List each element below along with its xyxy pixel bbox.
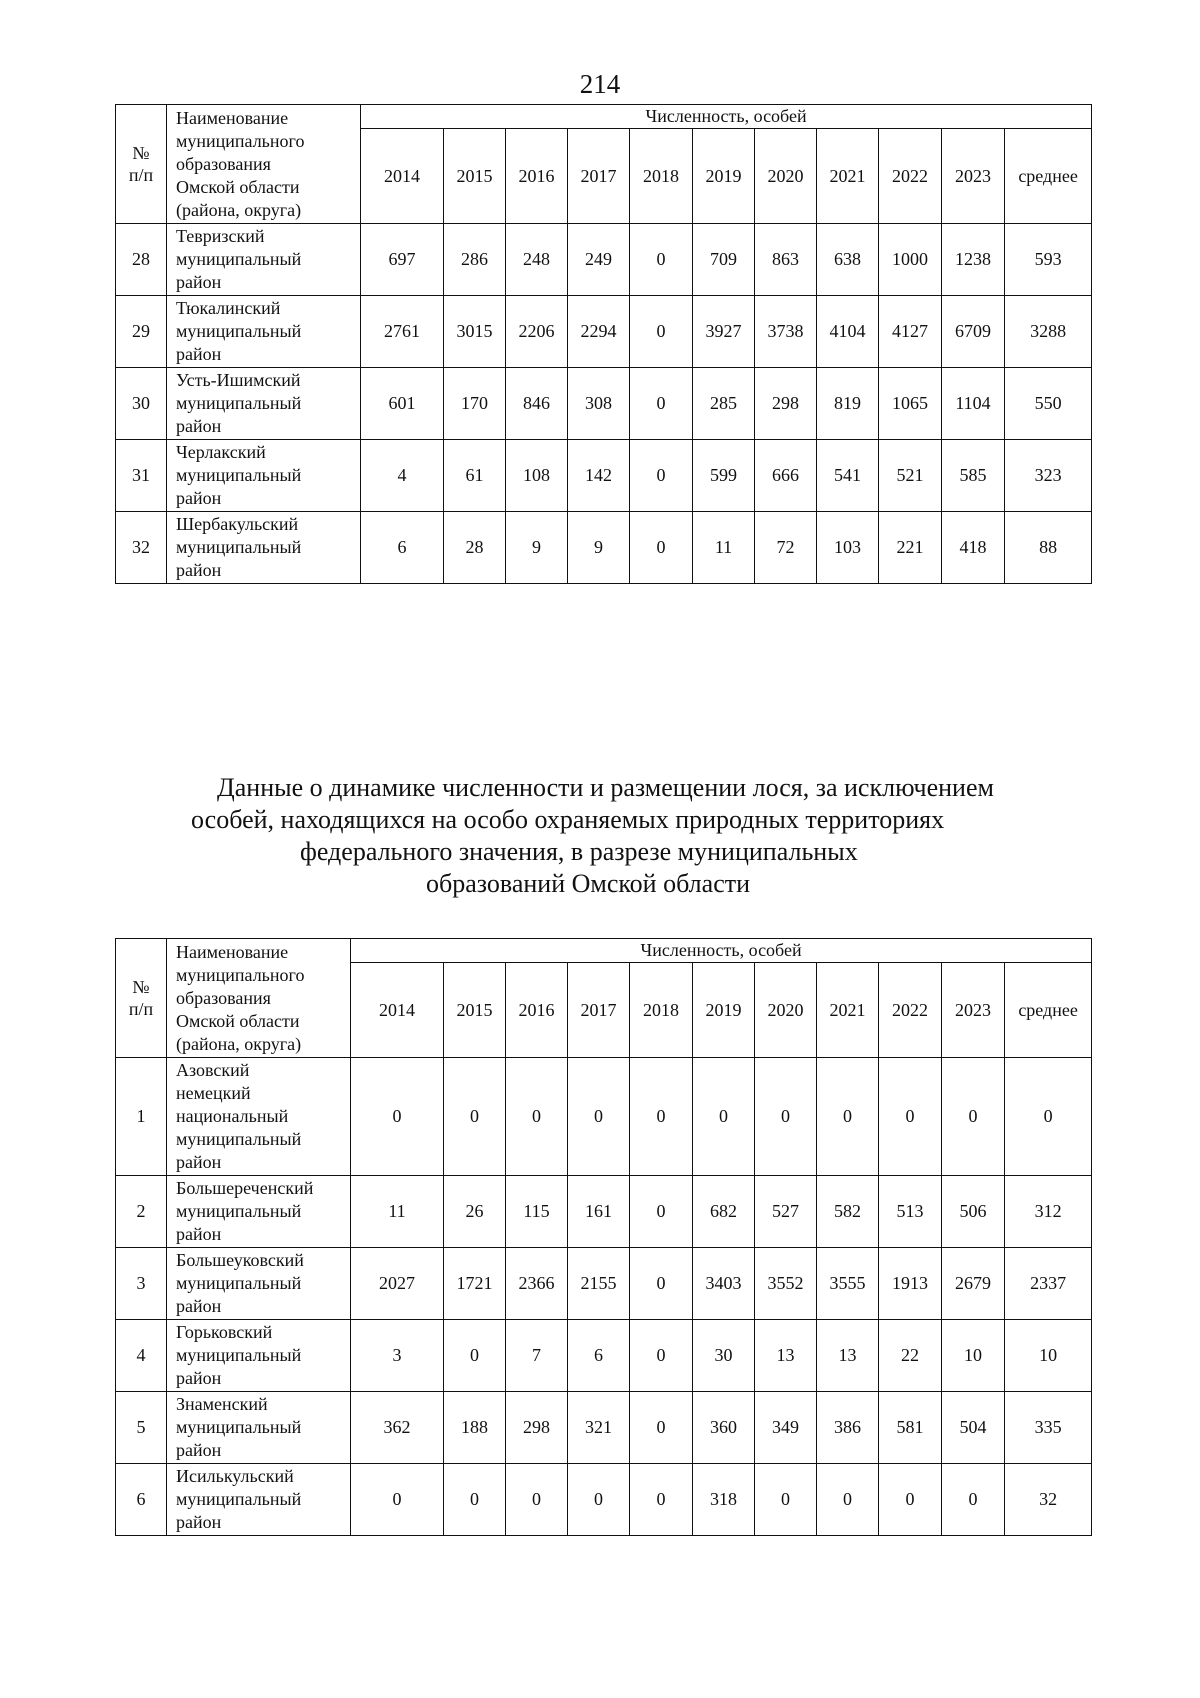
population-value-cell: 0: [755, 1464, 817, 1536]
column-header-municipality: Наименование муниципального образования Омской области (района, округа): [167, 105, 361, 224]
section-title-line: федерального значения, в разрезе муниципальных: [300, 837, 858, 866]
population-value-cell: 0: [444, 1464, 506, 1536]
table-row: [116, 1464, 1092, 1536]
row-number-cell: 31: [116, 440, 167, 512]
population-value-cell: 863: [755, 224, 817, 296]
column-header-year: 2022: [879, 963, 942, 1058]
population-value-cell: 0: [879, 1058, 942, 1176]
population-value-cell: 248: [506, 224, 568, 296]
municipality-name-cell: Усть-Ишимский муниципальный район: [167, 368, 361, 440]
population-value-cell: 0: [630, 224, 693, 296]
population-value-cell: 11: [351, 1176, 444, 1248]
column-header-year: среднее: [1005, 963, 1092, 1058]
population-value-cell: 0: [1005, 1058, 1092, 1176]
population-value-cell: 0: [630, 1464, 693, 1536]
population-value-cell: 682: [693, 1176, 755, 1248]
population-value-cell: 1104: [942, 368, 1005, 440]
moose-population-table-continued: [115, 104, 1092, 584]
column-header-year: 2016: [506, 129, 568, 224]
population-value-cell: 13: [817, 1320, 879, 1392]
column-header-year: 2016: [506, 963, 568, 1058]
column-header-year: 2023: [942, 129, 1005, 224]
population-value-cell: 819: [817, 368, 879, 440]
municipality-name-cell: Тюкалинский муниципальный район: [167, 296, 361, 368]
population-value-cell: 581: [879, 1392, 942, 1464]
population-value-cell: 88: [1005, 512, 1092, 584]
table-row: [116, 1320, 1092, 1392]
population-value-cell: 582: [817, 1176, 879, 1248]
population-value-cell: 0: [630, 512, 693, 584]
population-value-cell: 0: [693, 1058, 755, 1176]
population-value-cell: 0: [444, 1058, 506, 1176]
population-value-cell: 0: [817, 1464, 879, 1536]
population-value-cell: 321: [568, 1392, 630, 1464]
row-number-cell: 1: [116, 1058, 167, 1176]
column-header-number: № п/п: [116, 105, 167, 224]
population-value-cell: 362: [351, 1392, 444, 1464]
population-value-cell: 6709: [942, 296, 1005, 368]
population-value-cell: 541: [817, 440, 879, 512]
population-value-cell: 323: [1005, 440, 1092, 512]
population-value-cell: 550: [1005, 368, 1092, 440]
column-header-year: 2019: [693, 129, 755, 224]
table-row: [116, 368, 1092, 440]
population-value-cell: 2294: [568, 296, 630, 368]
column-header-year: 2020: [755, 129, 817, 224]
population-value-cell: 0: [444, 1320, 506, 1392]
row-number-cell: 4: [116, 1320, 167, 1392]
column-header-year: 2019: [693, 963, 755, 1058]
population-value-cell: 0: [568, 1058, 630, 1176]
column-header-year: 2015: [444, 129, 506, 224]
population-value-cell: 142: [568, 440, 630, 512]
municipality-name-cell: Исилькульский муниципальный район: [167, 1464, 351, 1536]
population-value-cell: 638: [817, 224, 879, 296]
population-value-cell: 32: [1005, 1464, 1092, 1536]
column-header-year: 2017: [568, 129, 630, 224]
population-value-cell: 335: [1005, 1392, 1092, 1464]
population-value-cell: 386: [817, 1392, 879, 1464]
column-group-header-population: Численность, особей: [361, 105, 1092, 129]
population-value-cell: 846: [506, 368, 568, 440]
population-value-cell: 108: [506, 440, 568, 512]
population-value-cell: 7: [506, 1320, 568, 1392]
population-value-cell: 10: [942, 1320, 1005, 1392]
population-value-cell: 249: [568, 224, 630, 296]
table-row: [116, 440, 1092, 512]
column-header-year: 2015: [444, 963, 506, 1058]
column-header-number: № п/п: [116, 939, 167, 1058]
table-row: [116, 512, 1092, 584]
population-value-cell: 0: [630, 1176, 693, 1248]
row-number-cell: 3: [116, 1248, 167, 1320]
column-header-municipality: Наименование муниципального образования Омской области (района, округа): [167, 939, 351, 1058]
column-header-year: 2022: [879, 129, 942, 224]
population-value-cell: 26: [444, 1176, 506, 1248]
population-value-cell: 4104: [817, 296, 879, 368]
table-row: [116, 224, 1092, 296]
population-value-cell: 2206: [506, 296, 568, 368]
population-value-cell: 115: [506, 1176, 568, 1248]
column-header-year: 2021: [817, 129, 879, 224]
population-value-cell: 349: [755, 1392, 817, 1464]
population-value-cell: 2366: [506, 1248, 568, 1320]
population-value-cell: 286: [444, 224, 506, 296]
population-value-cell: 3: [351, 1320, 444, 1392]
population-value-cell: 418: [942, 512, 1005, 584]
population-value-cell: 3552: [755, 1248, 817, 1320]
population-value-cell: 0: [942, 1058, 1005, 1176]
column-header-year: 2014: [361, 129, 444, 224]
population-value-cell: 506: [942, 1176, 1005, 1248]
population-value-cell: 22: [879, 1320, 942, 1392]
population-value-cell: 697: [361, 224, 444, 296]
population-value-cell: 9: [568, 512, 630, 584]
population-value-cell: 308: [568, 368, 630, 440]
column-header-year: 2014: [351, 963, 444, 1058]
population-value-cell: 0: [568, 1464, 630, 1536]
population-value-cell: 0: [630, 296, 693, 368]
municipality-name-cell: Горьковский муниципальный район: [167, 1320, 351, 1392]
row-number-cell: 32: [116, 512, 167, 584]
column-header-year: 2021: [817, 963, 879, 1058]
row-number-cell: 2: [116, 1176, 167, 1248]
population-value-cell: 0: [630, 440, 693, 512]
population-value-cell: 221: [879, 512, 942, 584]
municipality-name-cell: Тевризский муниципальный район: [167, 224, 361, 296]
row-number-cell: 29: [116, 296, 167, 368]
row-number-cell: 5: [116, 1392, 167, 1464]
population-value-cell: 504: [942, 1392, 1005, 1464]
population-value-cell: 9: [506, 512, 568, 584]
municipality-name-cell: Азовский немецкий национальный муниципальный район: [167, 1058, 351, 1176]
population-value-cell: 318: [693, 1464, 755, 1536]
population-value-cell: 360: [693, 1392, 755, 1464]
section-title-line: Данные о динамике численности и размещении лося, за исключением: [217, 773, 994, 802]
population-value-cell: 61: [444, 440, 506, 512]
table-row: [116, 1392, 1092, 1464]
population-value-cell: 2761: [361, 296, 444, 368]
municipality-name-cell: Большереченский муниципальный район: [167, 1176, 351, 1248]
row-number-cell: 30: [116, 368, 167, 440]
section-title-line: особей, находящихся на особо охраняемых природных территориях: [191, 805, 945, 834]
population-value-cell: 1238: [942, 224, 1005, 296]
population-value-cell: 285: [693, 368, 755, 440]
population-value-cell: 0: [942, 1464, 1005, 1536]
population-value-cell: 6: [361, 512, 444, 584]
population-value-cell: 0: [630, 1248, 693, 1320]
population-value-cell: 6: [568, 1320, 630, 1392]
population-value-cell: 10: [1005, 1320, 1092, 1392]
column-header-year: 2020: [755, 963, 817, 1058]
population-value-cell: 0: [630, 368, 693, 440]
population-value-cell: 1913: [879, 1248, 942, 1320]
municipality-name-cell: Черлакский муниципальный район: [167, 440, 361, 512]
population-value-cell: 521: [879, 440, 942, 512]
population-value-cell: 0: [755, 1058, 817, 1176]
population-value-cell: 3927: [693, 296, 755, 368]
population-value-cell: 13: [755, 1320, 817, 1392]
table-row: [116, 1176, 1092, 1248]
row-number-cell: 28: [116, 224, 167, 296]
population-value-cell: 2679: [942, 1248, 1005, 1320]
population-value-cell: 3288: [1005, 296, 1092, 368]
population-value-cell: 0: [817, 1058, 879, 1176]
section-title: [100, 772, 1100, 900]
population-value-cell: 28: [444, 512, 506, 584]
population-value-cell: 161: [568, 1176, 630, 1248]
population-value-cell: 0: [506, 1464, 568, 1536]
table-row: [116, 296, 1092, 368]
page-number: 214: [579, 69, 621, 99]
population-value-cell: 188: [444, 1392, 506, 1464]
population-value-cell: 103: [817, 512, 879, 584]
population-value-cell: 3403: [693, 1248, 755, 1320]
population-value-cell: 527: [755, 1176, 817, 1248]
column-header-year: 2018: [630, 963, 693, 1058]
row-number-cell: 6: [116, 1464, 167, 1536]
population-value-cell: 593: [1005, 224, 1092, 296]
population-value-cell: 601: [361, 368, 444, 440]
population-value-cell: 3015: [444, 296, 506, 368]
population-value-cell: 0: [630, 1320, 693, 1392]
population-value-cell: 513: [879, 1176, 942, 1248]
population-value-cell: 1000: [879, 224, 942, 296]
population-value-cell: 0: [351, 1058, 444, 1176]
population-value-cell: 0: [630, 1392, 693, 1464]
population-value-cell: 585: [942, 440, 1005, 512]
population-value-cell: 3555: [817, 1248, 879, 1320]
municipality-name-cell: Знаменский муниципальный район: [167, 1392, 351, 1464]
population-value-cell: 312: [1005, 1176, 1092, 1248]
population-value-cell: 0: [630, 1058, 693, 1176]
population-value-cell: 2027: [351, 1248, 444, 1320]
moose-population-table: [115, 938, 1092, 1536]
population-value-cell: 4: [361, 440, 444, 512]
table-row: [116, 1058, 1092, 1176]
population-value-cell: 30: [693, 1320, 755, 1392]
population-value-cell: 1721: [444, 1248, 506, 1320]
section-title-line: образований Омской области: [426, 869, 751, 898]
population-value-cell: 11: [693, 512, 755, 584]
population-value-cell: 4127: [879, 296, 942, 368]
population-value-cell: 0: [879, 1464, 942, 1536]
population-value-cell: 599: [693, 440, 755, 512]
column-header-year: 2023: [942, 963, 1005, 1058]
population-value-cell: 72: [755, 512, 817, 584]
population-value-cell: 709: [693, 224, 755, 296]
population-value-cell: 2337: [1005, 1248, 1092, 1320]
population-value-cell: 170: [444, 368, 506, 440]
column-group-header-population: Численность, особей: [351, 939, 1092, 963]
population-value-cell: 1065: [879, 368, 942, 440]
municipality-name-cell: Шербакульский муниципальный район: [167, 512, 361, 584]
population-value-cell: 3738: [755, 296, 817, 368]
population-value-cell: 2155: [568, 1248, 630, 1320]
population-value-cell: 298: [506, 1392, 568, 1464]
column-header-year: среднее: [1005, 129, 1092, 224]
column-header-year: 2017: [568, 963, 630, 1058]
population-value-cell: 0: [351, 1464, 444, 1536]
population-value-cell: 666: [755, 440, 817, 512]
municipality-name-cell: Большеуковский муниципальный район: [167, 1248, 351, 1320]
column-header-year: 2018: [630, 129, 693, 224]
table-row: [116, 1248, 1092, 1320]
population-value-cell: 0: [506, 1058, 568, 1176]
population-value-cell: 298: [755, 368, 817, 440]
